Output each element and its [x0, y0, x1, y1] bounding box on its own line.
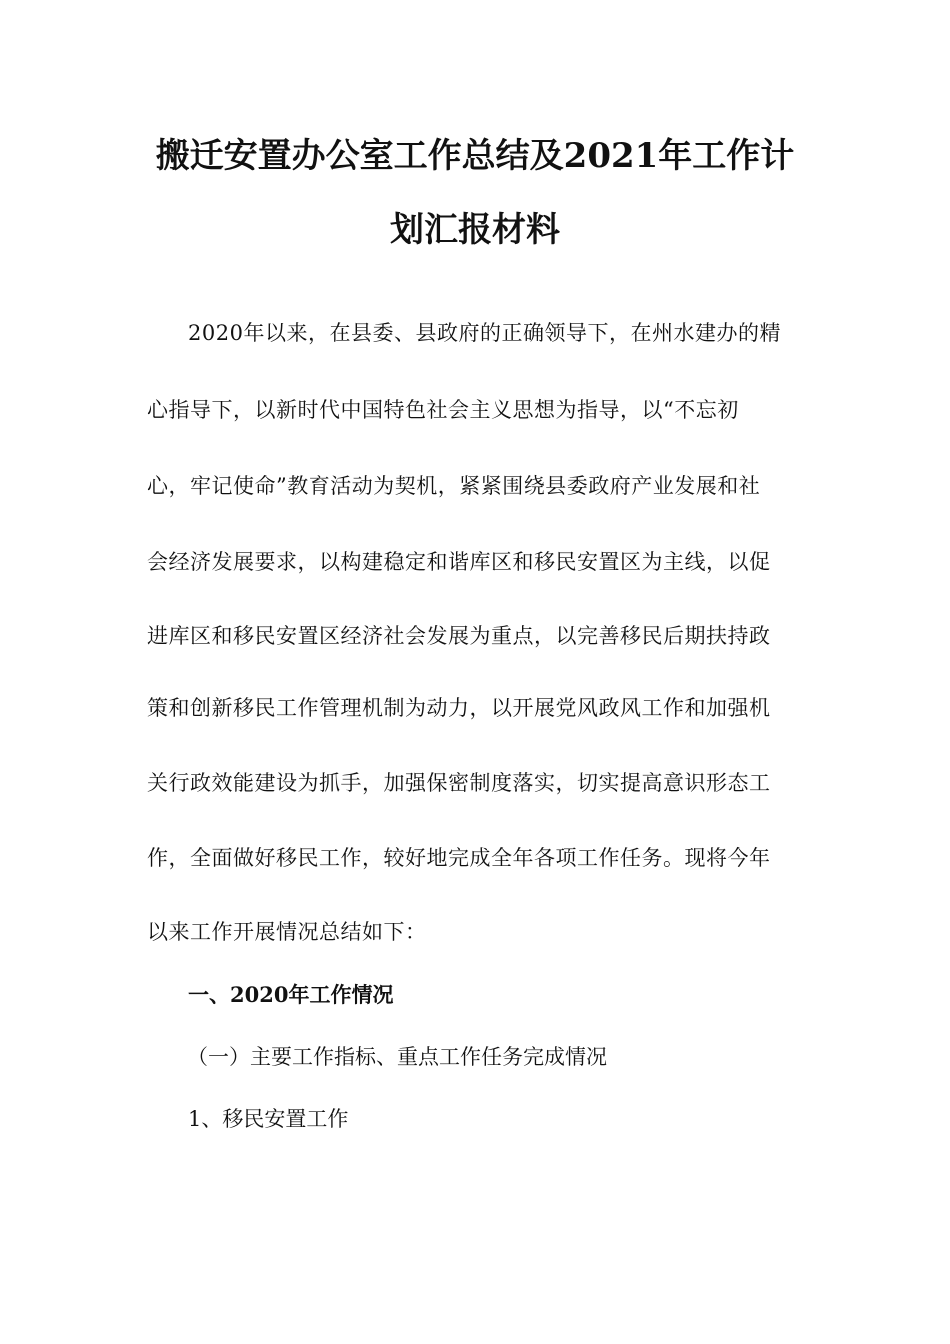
- body-line-5: 进库区和移民安置区经济社会发展为重点，以完善移民后期扶持政: [147, 624, 771, 648]
- body-line-9: 以来工作开展情况总结如下：: [147, 920, 427, 944]
- body-line-6: 策和创新移民工作管理机制为动力，以开展党风政风工作和加强机: [147, 696, 771, 720]
- subsection-heading-1: （一）主要工作指标、重点工作任务完成情况: [187, 1045, 607, 1069]
- document-title-line-1: 搬迁安置办公室工作总结及2021年工作计: [155, 136, 795, 176]
- item-heading-1: 1、移民安置工作: [188, 1107, 349, 1131]
- body-line-3: 心，牢记使命”教育活动为契机，紧紧围绕县委政府产业发展和社: [147, 474, 761, 498]
- body-line-2: 心指导下，以新时代中国特色社会主义思想为指导，以“不忘初: [147, 398, 739, 422]
- body-line-7: 关行政效能建设为抓手，加强保密制度落实，切实提高意识形态工: [147, 771, 771, 795]
- body-line-8: 作，全面做好移民工作，较好地完成全年各项工作任务。现将今年: [147, 846, 771, 870]
- body-line-1: 2020年以来，在县委、县政府的正确领导下，在州水建办的精: [188, 321, 781, 345]
- body-line-4: 会经济发展要求，以构建稳定和谐库区和移民安置区为主线，以促: [147, 550, 771, 574]
- section-heading-1: 一、2020年工作情况: [188, 982, 394, 1007]
- document-title-line-2: 划汇报材料: [390, 210, 560, 250]
